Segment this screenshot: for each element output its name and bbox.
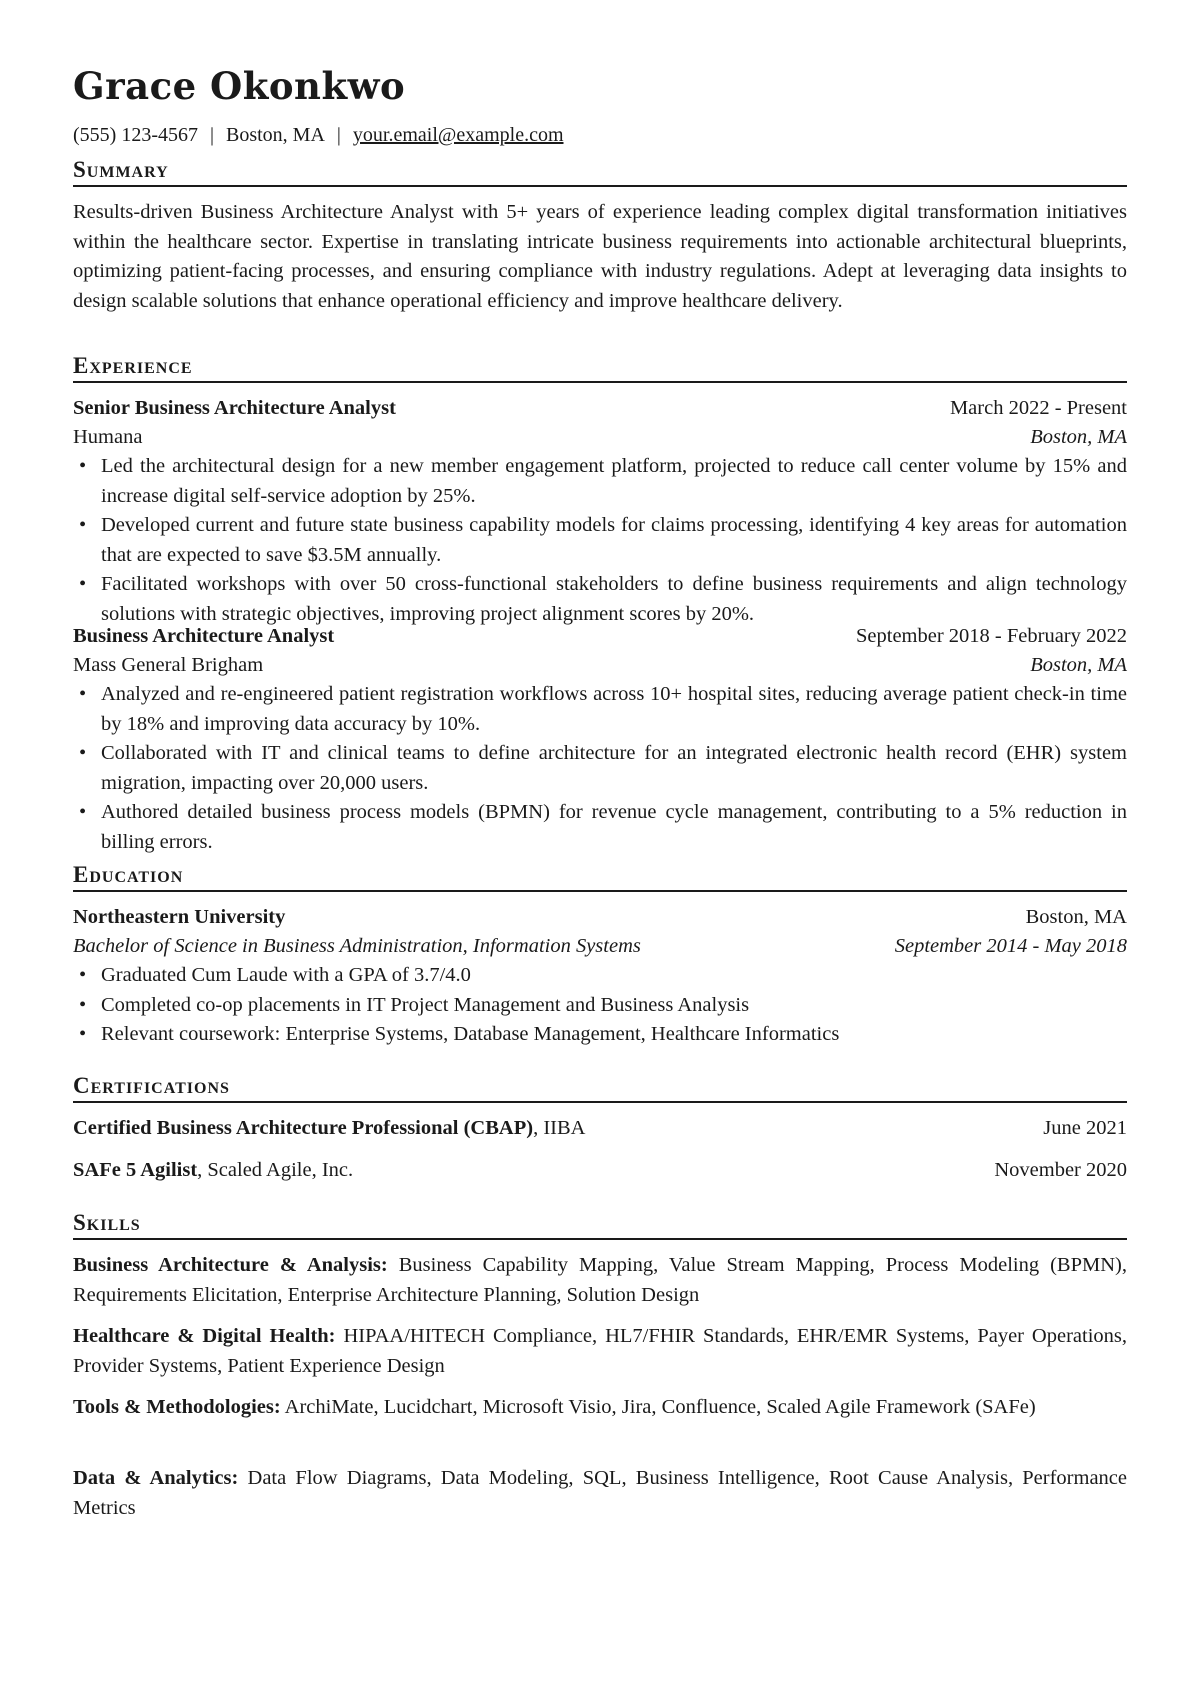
job-bullets: [73, 452, 1127, 629]
skill-list: Data Flow Diagrams, Data Modeling, SQL, Business Intelligence, Root Cause Analysis, Performance Metrics: [73, 1467, 1128, 1519]
job-location: Boston, MA: [1030, 654, 1127, 676]
skill-group: [73, 1322, 1127, 1381]
contact-line: [73, 122, 564, 148]
section-title-experience: Experience: [73, 352, 1127, 383]
certification-date: June 2021: [1043, 1117, 1127, 1139]
skill-list: ArchiMate, Lucidchart, Microsoft Visio, Jira, Confluence, Scaled Agile Framework (SAFe): [280, 1396, 1036, 1418]
certification-row: [73, 1114, 1127, 1143]
section-title-summary: Summary: [73, 156, 1127, 187]
skill-label: Business Architecture & Analysis:: [73, 1254, 388, 1276]
skill-group: [73, 1464, 1127, 1523]
email-link[interactable]: your.email@example.com: [352, 124, 564, 146]
section-title-education: Education: [73, 861, 1127, 892]
school-name: Northeastern University: [73, 906, 286, 928]
skill-group: [73, 1393, 1127, 1423]
job-bullets: [73, 680, 1127, 857]
job-dates: March 2022 - Present: [949, 397, 1127, 419]
certification-entry: [73, 1156, 353, 1185]
degree: Bachelor of Science in Business Administration, Information Systems: [73, 935, 641, 957]
skill-label: Healthcare & Digital Health:: [73, 1325, 336, 1347]
school-location: Boston, MA: [1025, 906, 1127, 928]
list-item: • Developed current and future state business capability models for claims processing, identifying 4 key areas for automation that are expected to save $3.5M annually.: [73, 511, 1127, 570]
list-item: • Led the architectural design for a new member engagement platform, projected to reduce call center volume by 15% and increase digital self-service adoption by 25%.: [73, 452, 1127, 511]
job-header: [73, 394, 1127, 423]
certification-issuer: , IIBA: [533, 1117, 586, 1139]
certification-row: [73, 1156, 1127, 1185]
certification-issuer: , Scaled Agile, Inc.: [197, 1159, 354, 1181]
list-item: • Collaborated with IT and clinical teams to define architecture for an integrated electronic health record (EHR) system migration, impacting over 20,000 users.: [73, 739, 1127, 798]
list-item: • Authored detailed business process models (BPMN) for revenue cycle management, contributing to a 5% reduction in billing errors.: [73, 798, 1127, 857]
job-subheader: [73, 423, 1127, 452]
skill-group: [73, 1251, 1127, 1310]
education-subheader: [73, 932, 1127, 961]
skill-label: Tools & Methodologies:: [73, 1396, 281, 1418]
certification-name: Certified Business Architecture Professional (CBAP): [73, 1117, 534, 1139]
contact-location: Boston, MA: [226, 124, 325, 146]
list-item: • Graduated Cum Laude with a GPA of 3.7/4.0: [73, 961, 1127, 991]
education-header: [73, 903, 1127, 932]
job-subheader: [73, 651, 1127, 680]
job-location: Boston, MA: [1030, 426, 1127, 448]
skill-label: Data & Analytics:: [73, 1467, 239, 1489]
contact-separator: |: [336, 124, 341, 146]
summary-text: Results-driven Business Architecture Analyst with 5+ years of experience leading complex digital transformation initiatives within the healthcare sector. Expertise in translating intricate business requirements into actionable architectural blueprints, optimizing patient-facing processes, and ensuring compliance with industry regulations. Adept at leveraging data insights to design scalable solutions that enhance operational efficiency and improve healthcare delivery.: [73, 201, 1127, 312]
contact-separator: |: [209, 124, 214, 146]
skill-list: HIPAA/HITECH Compliance, HL7/FHIR Standards, EHR/EMR Systems, Payer Operations, Provider Systems, Patient Experience Design: [73, 1325, 1127, 1377]
list-item: • Completed co-op placements in IT Project Management and Business Analysis: [73, 991, 1127, 1021]
job-company: Humana: [73, 426, 143, 448]
candidate-name: Grace Okonkwo: [73, 64, 406, 108]
certification-date: November 2020: [994, 1159, 1127, 1181]
phone-number: (555) 123-4567: [73, 124, 198, 146]
certification-name: SAFe 5 Agilist: [73, 1159, 198, 1181]
list-item: • Facilitated workshops with over 50 cross-functional stakeholders to define business requirements and align technology solutions with strategic objectives, improving project alignment scores by 20%.: [73, 570, 1127, 629]
job-dates: September 2018 - February 2022: [856, 625, 1127, 647]
section-title-certifications: Certifications: [73, 1072, 1127, 1103]
job-company: Mass General Brigham: [73, 654, 264, 676]
education-dates: September 2014 - May 2018: [894, 935, 1127, 957]
education-bullets: [73, 961, 1127, 1050]
job-role: Senior Business Architecture Analyst: [73, 397, 396, 419]
certification-entry: [73, 1114, 585, 1143]
skill-list: Business Capability Mapping, Value Stream Mapping, Process Modeling (BPMN), Requirements Elicitation, Enterprise Architecture Planning, Solution Design: [73, 1254, 1127, 1306]
list-item: • Relevant coursework: Enterprise Systems, Database Management, Healthcare Informatics: [73, 1020, 1127, 1050]
section-title-skills: Skills: [73, 1209, 1127, 1240]
job-role: Business Architecture Analyst: [73, 625, 335, 647]
list-item: • Analyzed and re-engineered patient registration workflows across 10+ hospital sites, reducing average patient check-in time by 18% and improving data accuracy by 10%.: [73, 680, 1127, 739]
job-header: [73, 622, 1127, 651]
